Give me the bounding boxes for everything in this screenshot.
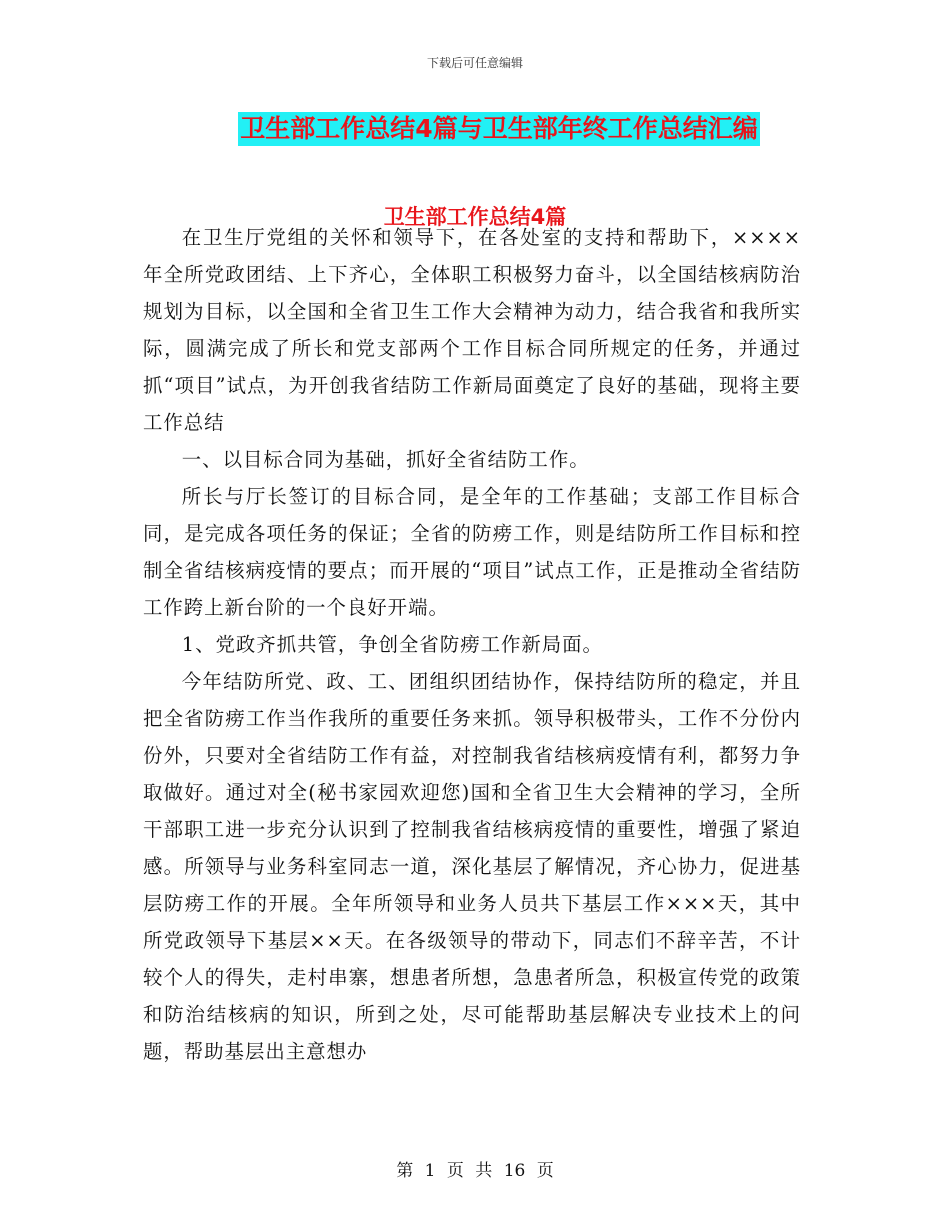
paragraph: 1、党政齐抓共管，争创全省防痨工作新局面。	[181, 633, 603, 656]
paragraph: 在卫生厅党组的关怀和领导下，在各处室的支持和帮助下，××××年全所党政团结、上下齐心，全体职工积极努力奋斗，以全国结核病防治规划为目标，以全国和全省卫生工作大会精神为动力，结合我省和我所实际，圆满完成了所长和党支部两个工作目标合同所规定的任务，并通过抓“项目”试点，为开创我省结防工作新局面奠定了良好的基础，现将主要工作总结	[143, 226, 801, 434]
document-title-text: 卫生部工作总结4篇与卫生部年终工作总结汇编	[238, 112, 759, 146]
paragraph: 今年结防所党、政、工、团组织团结协作，保持结防所的稳定，并且把全省防痨工作当作我所的重要任务来抓。领导积极带头，工作不分份内份外，只要对全省结防工作有益，对控制我省结核病疫情有利，都努力争取做好。通过对全(秘书家园欢迎您)国和全省卫生大会精神的学习，全所干部职工进一步充分认识到了控制我省结核病疫情的重要性，增强了紧迫感。所领导与业务科室同志一道，深化基层了解情况，齐心协力，促进基层防痨工作的开展。全年所领导和业务人员共下基层工作×××天，其中所党政领导下基层××天。在各级领导的带动下，同志们不辞辛苦，不计较个人的得失，走村串寨，想患者所想，急患者所急，积极宣传党的政策和防治结核病的知识，所到之处，尽可能帮助基层解决专业技术上的问题，帮助基层出主意想办	[143, 670, 801, 1063]
page-footer-number: 第 1 页 共 16 页	[396, 1161, 554, 1181]
paragraph: 所长与厅长签订的目标合同，是全年的工作基础；支部工作目标合同，是完成各项任务的保证；全省的防痨工作，则是结防所工作目标和控制全省结核病疫情的要点；而开展的“项目”试点工作，正是推动全省结防工作跨上新台阶的一个良好开端。	[143, 485, 801, 619]
document-title	[0, 112, 950, 146]
page-header-note: 下载后可任意编辑	[426, 56, 523, 70]
paragraph: 一、以目标合同为基础，抓好全省结防工作。	[181, 448, 590, 471]
section-title: 卫生部工作总结4篇	[383, 205, 567, 229]
body-text	[143, 219, 801, 1070]
